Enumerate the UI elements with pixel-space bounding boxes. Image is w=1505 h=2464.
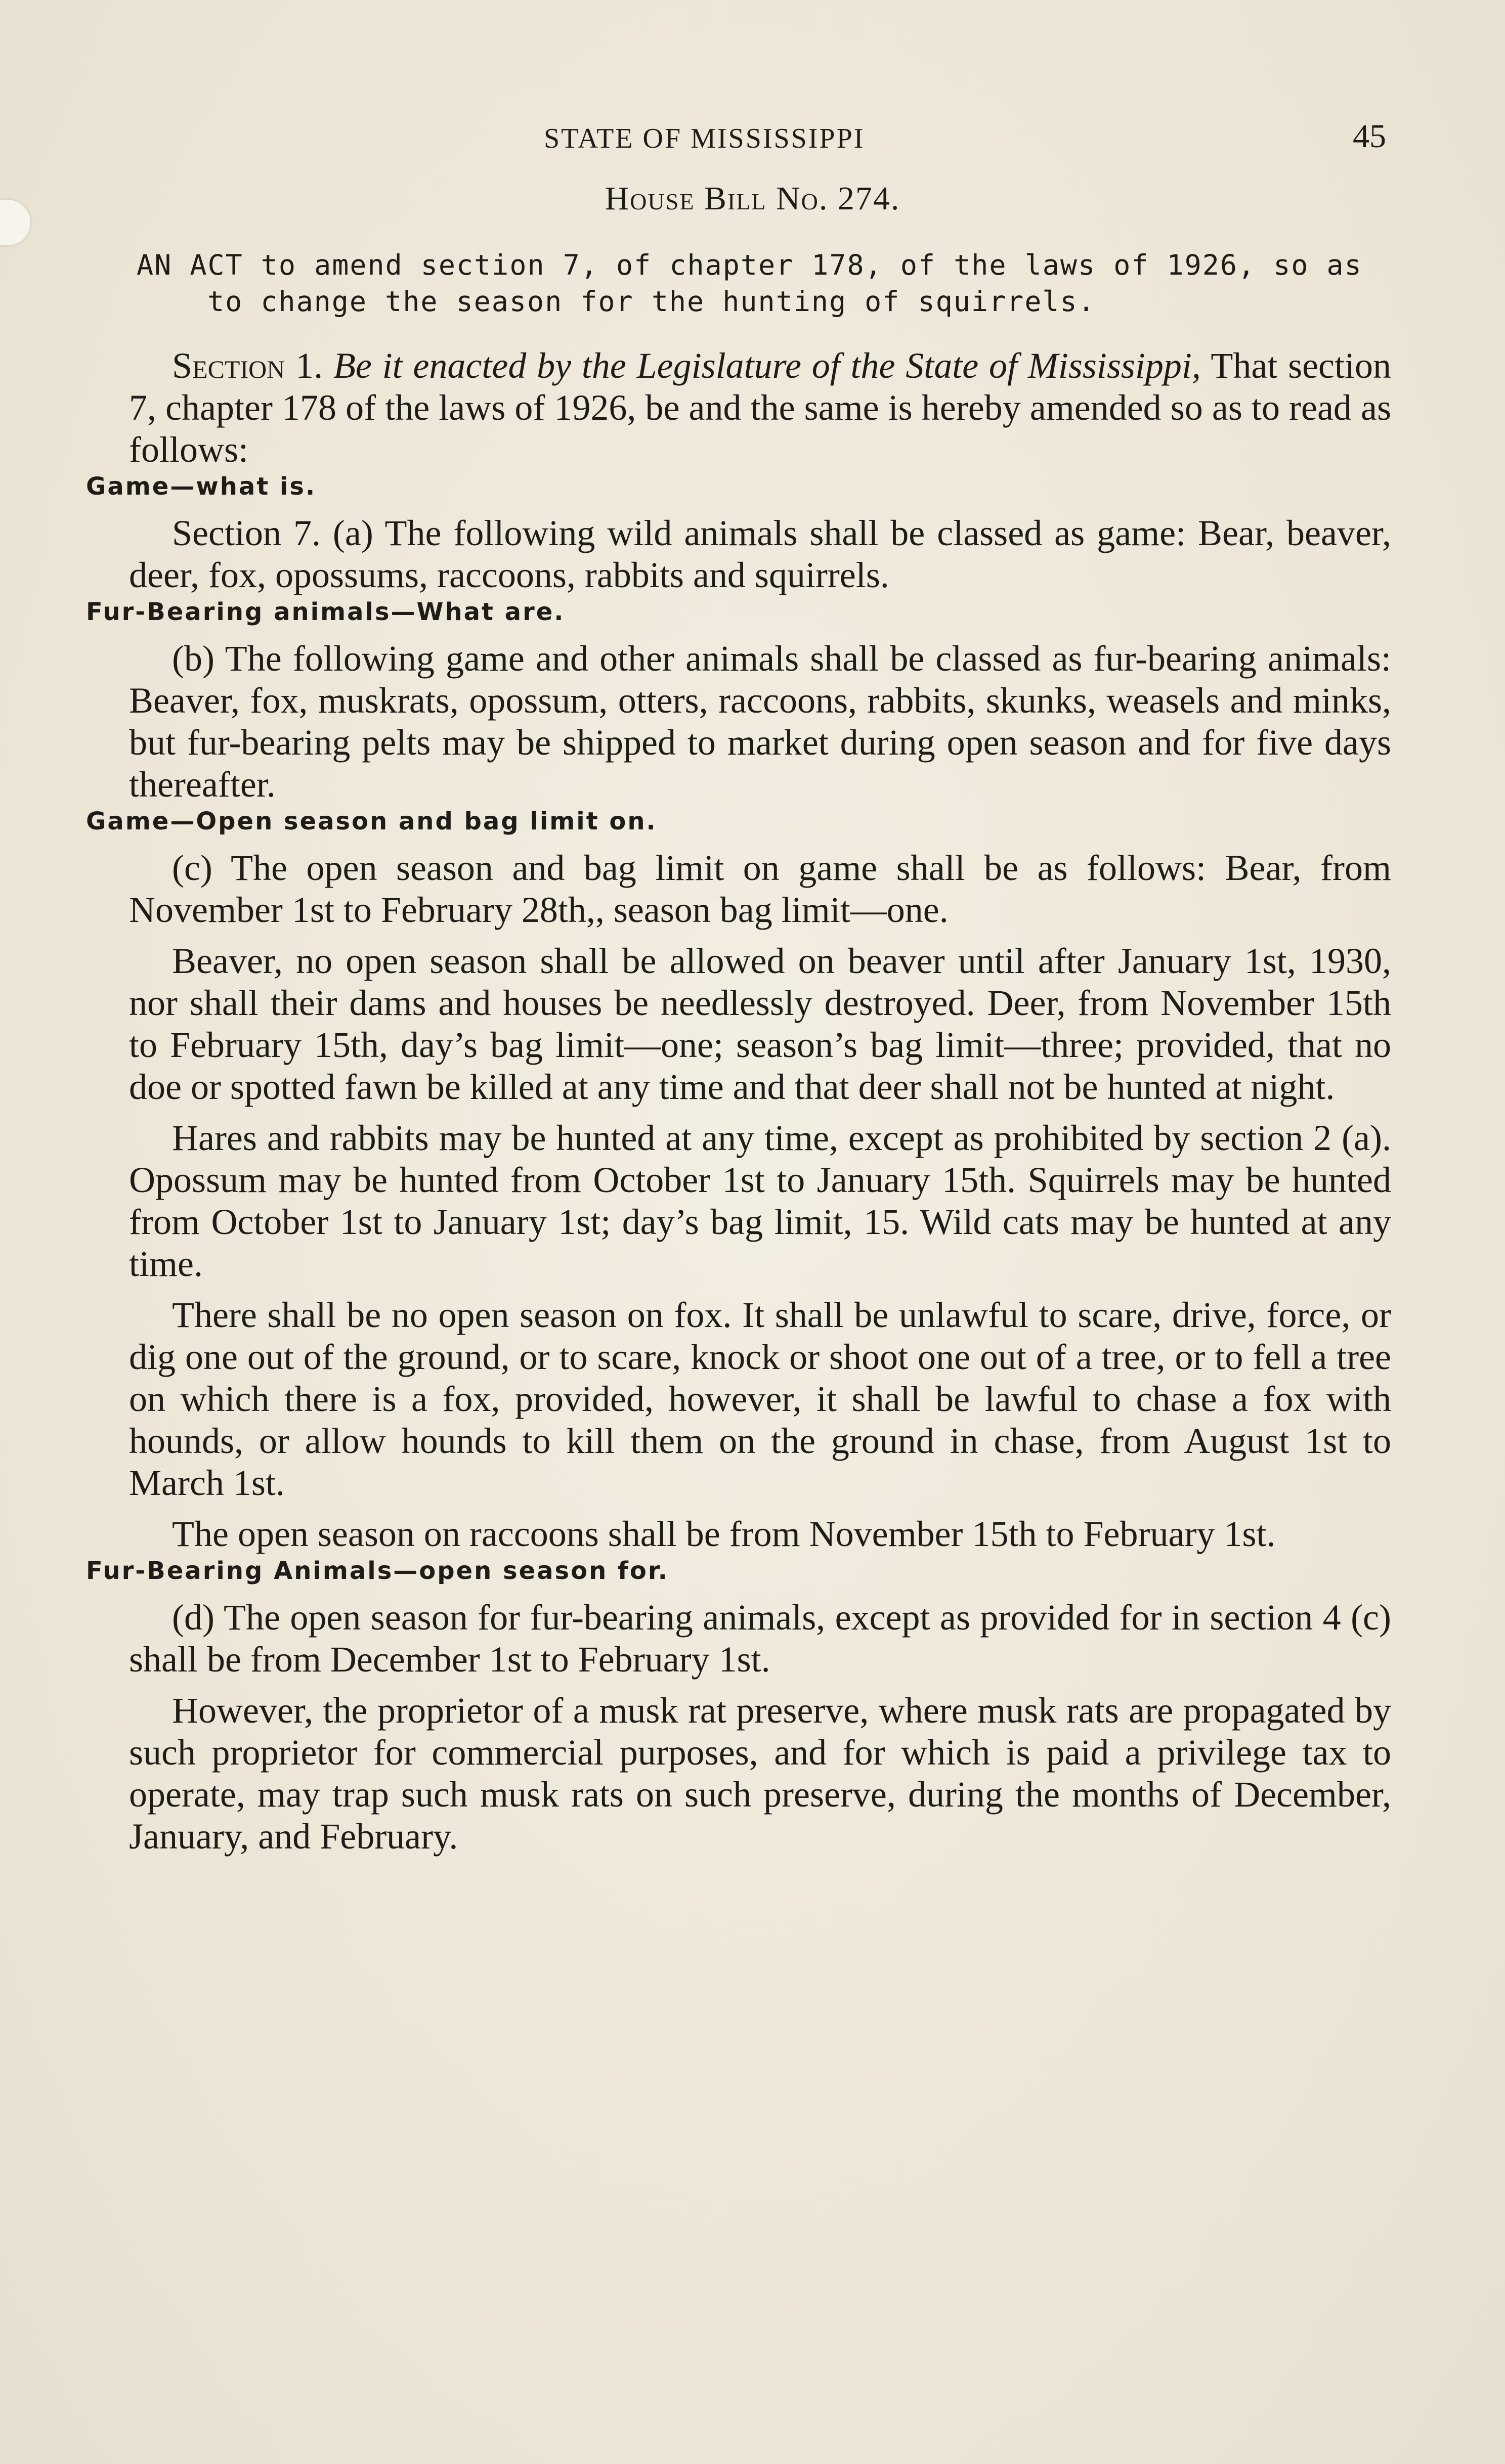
section-1-label: Section 1. (172, 345, 323, 386)
bill-title: House Bill No. 274. (605, 180, 900, 217)
margin-note-game-what: Game—what is. (86, 472, 317, 501)
margin-note-game-open-season: Game—Open season and bag limit on. (86, 807, 657, 835)
hares-rabbits-paragraph: Hares and rabbits may be hunted at any time, except as prohibited by section 2 (a). Opossum may be hunted from October 1st to January 15th. Squirrels may be hunted from October 1st to January 1st; day’s bag limit, 15. Wild cats may be hunted at any time. (129, 1118, 1391, 1284)
musk-rat-preserve-paragraph: However, the proprietor of a musk rat preserve, where musk rats are propagated by such proprietor for commercial purposes, and for which is paid a privilege tax to operate, may trap such musk rats on such preserve, during the months of December, January, and February. (129, 1690, 1391, 1857)
fox-paragraph: There shall be no open season on fox. It shall be unlawful to scare, drive, force, or dig one out of the ground, or to scare, knock or shoot one out of a tree, or to fell a tree on which there is a fox, provided, however, it shall be lawful to chase a fox with hounds, or allow hounds to kill them on the ground in chase, from August 1st to March 1st. (129, 1295, 1391, 1503)
act-summary (137, 247, 1401, 320)
section-7b-paragraph: (b) The following game and other animals shall be classed as fur-bearing animals: Beaver, fox, muskrats, opossum, otters, raccoons, rabbits, skunks, weasels and minks, but fur-bearing pelts may be shipped to market during open season and for five days thereafter. (129, 638, 1391, 805)
page-header (129, 117, 1399, 158)
section-1-text: That section 7, chapter 178 of the laws of 1926, be and the same is hereby amended so as to read as follows: (129, 345, 1392, 470)
section-7c-paragraph: (c) The open season and bag limit on game shall be as follows: Bear, from November 1st to February 28th,, season bag limit—one. (129, 848, 1391, 930)
enacting-clause: Be it enacted by the Legislature of the State of Mississippi, (333, 345, 1201, 386)
margin-note-fur-open-season: Fur-Bearing Animals—open season for. (86, 1557, 669, 1585)
section-7a-paragraph: Section 7. (a) The following wild animals shall be classed as game: Bear, beaver, deer, fox, opossums, raccoons, rabbits and squirrels. (129, 513, 1391, 595)
margin-note-fur-what: Fur-Bearing animals—What are. (86, 598, 565, 626)
page-number: 45 (1353, 118, 1386, 155)
beaver-deer-paragraph: Beaver, no open season shall be allowed on beaver until after January 1st, 1930, nor shall their dams and houses be needlessly destroyed. Deer, from November 15th to February 15th, day’s bag limit—one; season’s bag limit—three; provided, that no doe or spotted fawn be killed at any time and that deer shall not be hunted at night. (129, 941, 1391, 1107)
act-summary-line-1: AN ACT to amend section 7, of chapter 178, of the laws of 1926, so as (137, 249, 1362, 281)
running-head: STATE OF MISSISSIPPI (544, 123, 865, 154)
bill-body (86, 345, 1392, 1867)
act-summary-line-2: to change the season for the hunting of squirrels. (207, 285, 1096, 318)
section-7d-paragraph: (d) The open season for fur-bearing animals, except as provided for in section 4 (c) shall be from December 1st to February 1st. (129, 1597, 1391, 1680)
section-1-paragraph (129, 345, 1391, 471)
raccoons-paragraph: The open season on raccoons shall be from November 15th to February 1st. (172, 1514, 1276, 1554)
